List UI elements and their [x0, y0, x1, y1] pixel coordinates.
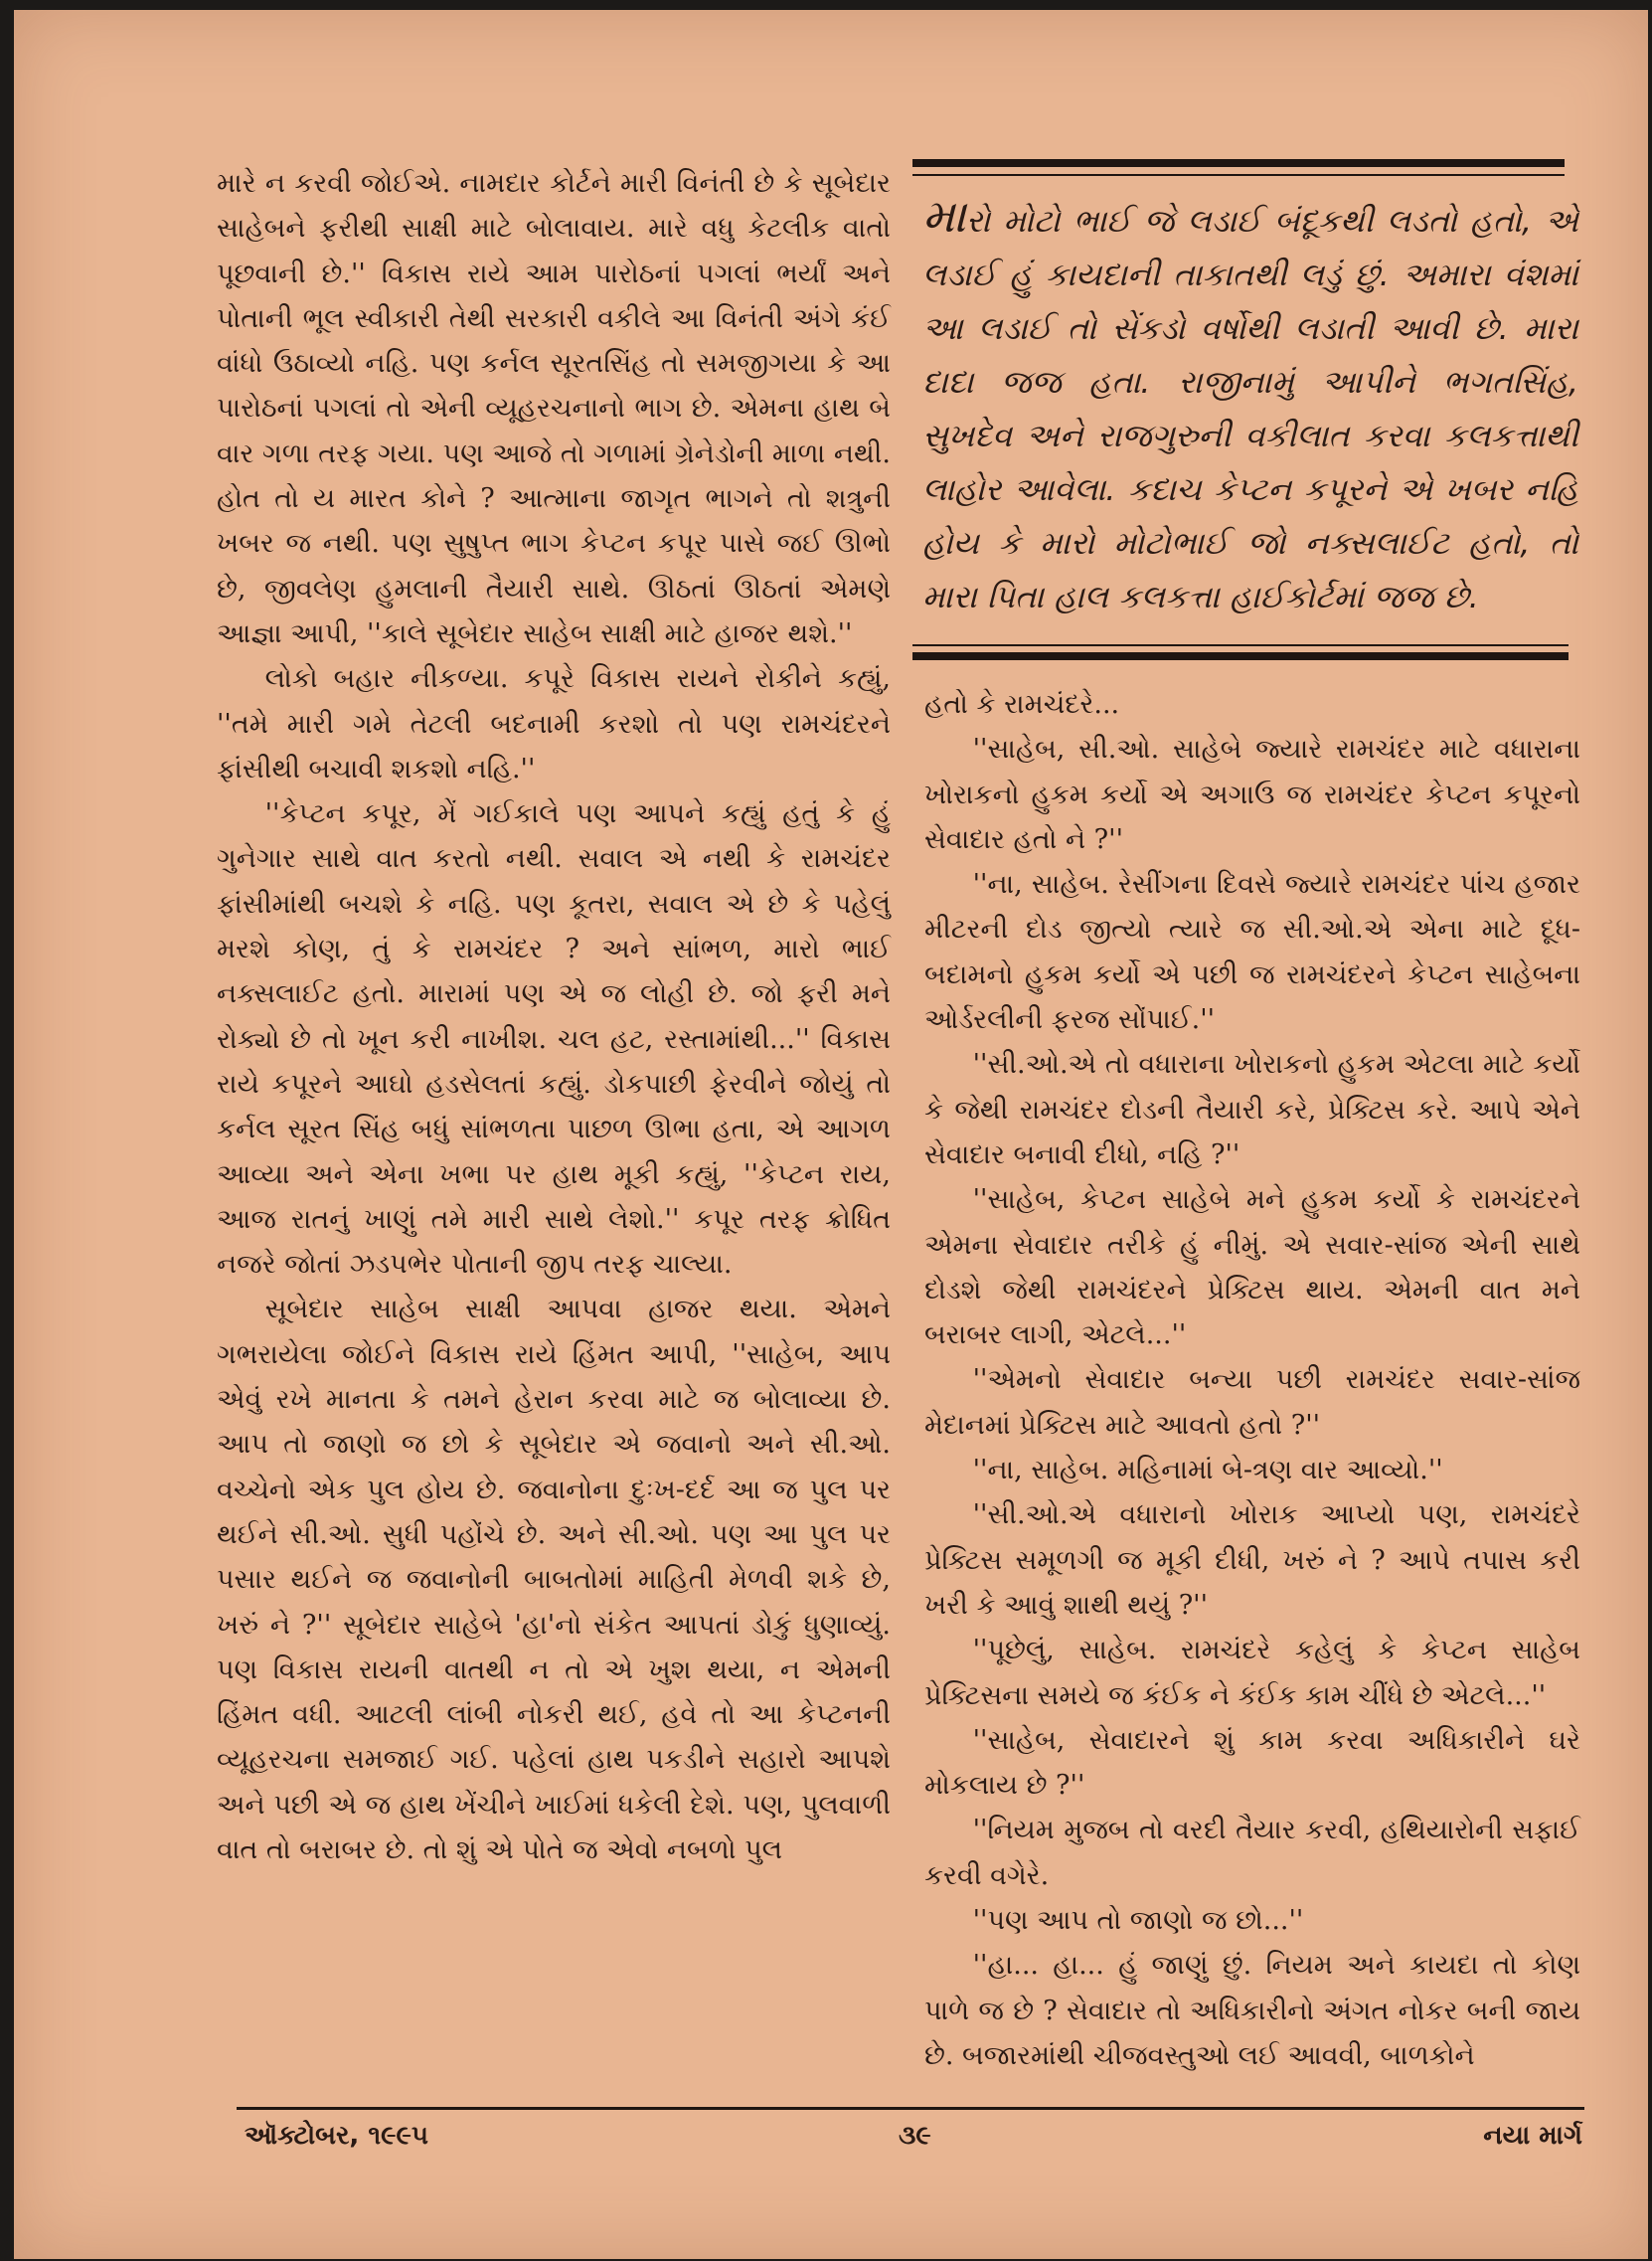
- paragraph: લોકો બહાર નીકળ્યા. કપૂરે વિકાસ રાયને રોકીને કહ્યું, ''તમે મારી ગમે તેટલી બદનામી કરશો તો પણ રામચંદરને ફાંસીથી બચાવી શકશો નહિ.'': [217, 663, 891, 784]
- paragraph: ''હા... હા... હું જાણું છું. નિયમ અને કાયદા તો કોણ પાળે જ છે ? સેવાદાર તો અધિકારીનો અંગત નોકર બની જાય છે. બજારમાંથી ચીજવસ્તુઓ લઈ આવવી, બાળકોને: [924, 1950, 1580, 2071]
- callout-rule-bottom: [912, 652, 1569, 660]
- callout-rule-bottom-thin: [912, 644, 1569, 646]
- pull-quote-text: રો મોટો ભાઈ જે લડાઈ બંદૂકથી લડતો હતો, એ લડાઈ હું કાયદાની તાકાતથી લડું છું. અમારા વંશમાં આ લડાઈ તો સેંકડો વર્ષોથી લડાતી આવી છે. મારા દાદા જજ હતા. રાજીનામું આપીને ભગતસિંહ, સુખદેવ અને રાજગુરુની વકીલાત કરવા કલકત્તાથી લાહોર આવેલા. કદાચ કેપ્ટન કપૂરને એ ખબર નહિ હોય કે મારો મોટોભાઈ જો નક્સલાઈટ હતો, તો મારા પિતા હાલ કલકત્તા હાઈકોર્ટમાં જજ છે.: [922, 202, 1579, 615]
- paragraph: ''એમનો સેવાદાર બન્યા પછી રામચંદર સવાર-સાંજ મેદાનમાં પ્રેક્ટિસ માટે આવતો હતો ?'': [924, 1364, 1580, 1441]
- paragraph: ''સી.ઓ.એ તો વધારાના ખોરાકનો હુકમ એટલા માટે કર્યો કે જેથી રામચંદર દોડની તૈયારી કરે, પ્રેક્ટિસ કરે. આપે એને સેવાદાર બનાવી દીધો, નહિ ?'': [924, 1049, 1580, 1170]
- right-column: [924, 682, 1580, 2078]
- paragraph: ''ના, સાહેબ. રેસીંગના દિવસે જ્યારે રામચંદર પાંચ હજાર મીટરની દોડ જીત્યો ત્યારે જ સી.ઓ.એ એના માટે દૂધ-બદામનો હુકમ કર્યો એ પછી જ રામચંદરને કેપ્ટન સાહેબના ઓર્ડરલીની ફરજ સોંપાઈ.'': [924, 869, 1580, 1036]
- footer-rule: [237, 2107, 1584, 2110]
- paragraph: ''સી.ઓ.એ વધારાનો ખોરાક આપ્યો પણ, રામચંદરે પ્રેક્ટિસ સમૂળગી જ મૂકી દીધી, ખરું ને ? આપે તપાસ કરી ખરી કે આવું શાથી થયું ?'': [924, 1499, 1580, 1621]
- left-column: [217, 161, 891, 1872]
- pull-quote-dropcap: મા: [922, 189, 966, 243]
- paragraph: ''સાહેબ, કેપ્ટન સાહેબે મને હુકમ કર્યો કે રામચંદરને એમના સેવાદાર તરીકે હું નીમું. એ સવાર-સાંજ એની સાથે દોડશે જેથી રામચંદરને પ્રેક્ટિસ થાય. એમની વાત મને બરાબર લાગી, એટલે...'': [924, 1184, 1580, 1351]
- paragraph: ''નિયમ મુજબ તો વરદી તૈયાર કરવી, હથિયારોની સફાઈ કરવી વગેરે.: [924, 1815, 1580, 1891]
- paragraph: ''સાહેબ, સી.ઓ. સાહેબે જ્યારે રામચંદર માટે વધારાના ખોરાકનો હુકમ કર્યો એ અગાઉ જ રામચંદર કેપ્ટન કપૂરનો સેવાદાર હતો ને ?'': [924, 734, 1580, 855]
- magazine-name: નયા માર્ગ: [1483, 2121, 1582, 2151]
- callout-rule-top-thin: [912, 174, 1565, 176]
- paragraph: ''કેપ્ટન કપૂર, મેં ગઈકાલે પણ આપને કહ્યું હતું કે હું ગુનેગાર સાથે વાત કરતો નથી. સવાલ એ નથી કે રામચંદર ફાંસીમાંથી બચશે કે નહિ. પણ કૂતરા, સવાલ એ છે કે પહેલું મરશે કોણ, તું કે રામચંદર ? અને સાંભળ, મારો ભાઈ નક્સલાઈટ હતો. મારામાં પણ એ જ લોહી છે. જો ફરી મને રોક્યો છે તો ખૂન કરી નાખીશ. ચલ હટ, રસ્તામાંથી...'' વિકાસ રાયે કપૂરને આઘો હડસેલતાં કહ્યું. ડોકપાછી ફેરવીને જોયું તો કર્નલ સૂરત સિંહ બધું સાંભળતા પાછળ ઊભા હતા, એ આગળ આવ્યા અને એના ખભા પર હાથ મૂકી કહ્યું, ''કેપ્ટન રાય, આજ રાતનું ખાણું તમે મારી સાથે લેશો.'' કપૂર તરફ ક્રોધિત નજરે જોતાં ઝડપભેર પોતાની જીપ તરફ ચાલ્યા.: [217, 798, 891, 1281]
- paragraph: ''પણ આપ તો જાણો જ છો...'': [972, 1905, 1304, 1937]
- callout-rule-top: [912, 159, 1565, 167]
- paragraph: ''પૂછેલું, સાહેબ. રામચંદરે કહેલું કે કેપ્ટન સાહેબ પ્રેક્ટિસના સમયે જ કંઈક ને કંઈક કામ ચીંધે છે એટલે...'': [924, 1635, 1580, 1711]
- paragraph: મારે ન કરવી જોઈએ. નામદાર કોર્ટને મારી વિનંતી છે કે સૂબેદાર સાહેબને ફરીથી સાક્ષી માટે બોલાવાય. મારે વધુ કેટલીક વાતો પૂછવાની છે.'' વિકાસ રાયે આમ પારોઠનાં પગલાં ભર્યાં અને પોતાની ભૂલ સ્વીકારી તેથી સરકારી વકીલે આ વિનંતી અંગે કંઈ વાંધો ઉઠાવ્યો નહિ. પણ કર્નલ સૂરતસિંહ તો સમજીગયા કે આ પારોઠનાં પગલાં તો એની વ્યૂહરચનાનો ભાગ છે. એમના હાથ બે વાર ગળા તરફ ગયા. પણ આજે તો ગળામાં ગ્રેનેડોની માળા નથી. હોત તો ય મારત કોને ? આત્માના જાગૃત ભાગને તો શત્રુની ખબર જ નથી. પણ સુષુપ્ત ભાગ કેપ્ટન કપૂર પાસે જઈ ઊભો છે, જીવલેણ હુમલાની તૈયારી સાથે. ઊઠતાં ઊઠતાં એમણે આજ્ઞા આપી, ''કાલે સૂબેદાર સાહેબ સાક્ષી માટે હાજર થશે.'': [217, 168, 891, 649]
- paragraph: હતો કે રામચંદરે...: [924, 689, 1120, 720]
- page-number: ૩૯: [899, 2121, 931, 2151]
- pull-quote: [922, 189, 1578, 623]
- paragraph: સૂબેદાર સાહેબ સાક્ષી આપવા હાજર થયા. એમને ગભરાયેલા જોઈને વિકાસ રાયે હિંમત આપી, ''સાહેબ, આપ એવું રખે માનતા કે તમને હેરાન કરવા માટે જ બોલાવ્યા છે. આપ તો જાણો જ છો કે સૂબેદાર એ જવાનો અને સી.ઓ. વચ્ચેનો એક પુલ હોય છે. જવાનોના દુઃખ-દર્દ આ જ પુલ પર થઈને સી.ઓ. સુધી પહોંચે છે. અને સી.ઓ. પણ આ પુલ પર પસાર થઈને જ જવાનોની બાબતોમાં માહિતી મેળવી શકે છે, ખરું ને ?'' સૂબેદાર સાહેબે 'હા'નો સંકેત આપતાં ડોકું ધુણાવ્યું. પણ વિકાસ રાયની વાતથી ન તો એ ખુશ થયા, ન એમની હિંમત વધી. આટલી લાંબી નોકરી થઈ, હવે તો આ કેપ્ટનની વ્યૂહરચના સમજાઈ ગઈ. પહેલાં હાથ પકડીને સહારો આપશે અને પછી એ જ હાથ ખેંચીને ખાઈમાં ધકેલી દેશે. પણ, પુલવાળી વાત તો બરાબર છે. તો શું એ પોતે જ એવો નબળો પુલ: [217, 1294, 891, 1865]
- footer-date: ઑક્ટોબર, ૧૯૯૫: [245, 2121, 428, 2151]
- paragraph: ''સાહેબ, સેવાદારને શું કામ કરવા અધિકારીને ઘરે મોકલાય છે ?'': [924, 1724, 1580, 1802]
- paragraph: ''ના, સાહેબ. મહિનામાં બે-ત્રણ વાર આવ્યો.'': [972, 1455, 1443, 1486]
